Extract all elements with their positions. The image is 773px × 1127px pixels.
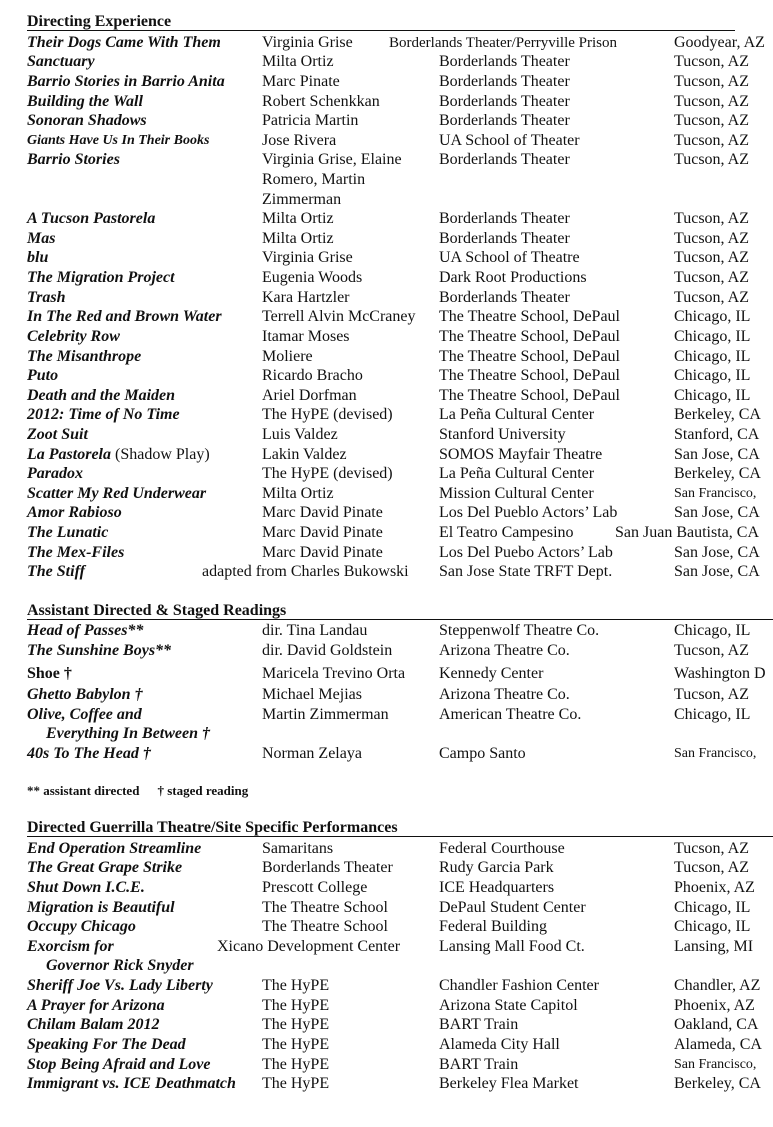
venue: Borderlands Theater [439, 289, 570, 306]
table-row [0, 641, 773, 661]
playwright: Marc Pinate [262, 73, 340, 90]
production-title: The Migration Project [27, 269, 175, 286]
playwright: Virginia Grise, Elaine [262, 151, 402, 168]
production-title: Exorcism for [27, 938, 114, 955]
title-suffix: (Shadow Play) [111, 446, 210, 463]
production-title: Mas [27, 230, 56, 247]
table-row [0, 543, 773, 563]
table-row [0, 503, 773, 523]
production-title: Sanctuary [27, 53, 95, 70]
organization: The Theatre School [262, 918, 388, 935]
location: Oakland, CA [674, 1016, 759, 1033]
production-title: Governor Rick Snyder [46, 957, 194, 974]
production-title: Sheriff Joe Vs. Lady Liberty [27, 977, 213, 994]
production-title: In The Red and Brown Water [27, 308, 222, 325]
venue: BART Train [439, 1056, 519, 1073]
location: Chicago, IL [674, 328, 751, 345]
production-title: The Misanthrope [27, 348, 142, 365]
location: Tucson, AZ [674, 859, 749, 876]
venue: Federal Courthouse [439, 840, 565, 857]
venue: The Theatre School, DePaul [439, 387, 620, 404]
production-title: A Prayer for Arizona [27, 997, 165, 1014]
location: San Francisco, [674, 486, 757, 501]
playwright: Milta Ortiz [262, 485, 334, 502]
table-row-continuation [0, 956, 773, 976]
table-row [0, 288, 773, 308]
venue: The Theatre School, DePaul [439, 328, 620, 345]
venue: Borderlands Theater [439, 230, 570, 247]
table-row [0, 744, 773, 764]
venue: Rudy Garcia Park [439, 859, 554, 876]
table-row [0, 405, 773, 425]
production-title: Everything In Between † [46, 725, 211, 742]
playwright: Marc David Pinate [262, 504, 383, 521]
playwright: Kara Hartzler [262, 289, 350, 306]
venue: SOMOS Mayfair Theatre [439, 446, 603, 463]
location: Goodyear, AZ [674, 34, 765, 51]
venue: Stanford University [439, 426, 566, 443]
production-title: Chilam Balam 2012 [27, 1016, 160, 1033]
venue: La Peña Cultural Center [439, 406, 595, 423]
location: Tucson, AZ [674, 289, 749, 306]
legend-staged: † staged reading [157, 783, 249, 798]
playwright: Jose Rivera [262, 132, 337, 149]
playwright: Virginia Grise [262, 249, 353, 266]
table-row [0, 150, 773, 170]
playwright: Ariel Dorfman [262, 387, 357, 404]
table-row [0, 425, 773, 445]
playwright: Ricardo Bracho [262, 367, 363, 384]
location: Berkeley, CA [674, 1075, 761, 1092]
playwright: Virginia Grise [262, 34, 353, 51]
table-row [0, 445, 773, 465]
director: dir. David Goldstein [262, 642, 393, 659]
location: Phoenix, AZ [674, 879, 755, 896]
production-title: Amor Rabioso [27, 504, 122, 521]
venue: La Peña Cultural Center [439, 465, 595, 482]
table-row [0, 937, 773, 957]
organization: Xicano Development Center [217, 938, 401, 955]
playwright: Eugenia Woods [262, 269, 363, 286]
playwright: Milta Ortiz [262, 210, 334, 227]
venue: Campo Santo [439, 745, 526, 762]
venue: The Theatre School, DePaul [439, 308, 620, 325]
location: Phoenix, AZ [674, 997, 755, 1014]
playwright: Milta Ortiz [262, 230, 334, 247]
table-row [0, 839, 773, 859]
table-row-continuation [0, 724, 773, 744]
playwright: Zimmerman [262, 191, 342, 208]
section-rule [27, 836, 773, 837]
playwright: Michael Mejias [262, 686, 362, 703]
table-row [0, 92, 773, 112]
table-row [0, 72, 773, 92]
venue: Borderlands Theater [439, 151, 570, 168]
location: Chicago, IL [674, 918, 751, 935]
table-row-continuation [0, 190, 773, 210]
playwright: Luis Valdez [262, 426, 338, 443]
table-row [0, 209, 773, 229]
table-row [0, 1074, 773, 1094]
location: San Francisco, [674, 746, 757, 761]
venue: The Theatre School, DePaul [439, 367, 620, 384]
production-title: Puto [27, 367, 59, 384]
playwright: Romero, Martin [262, 171, 366, 188]
production-title: Scatter My Red Underwear [27, 485, 207, 502]
location: Alameda, CA [674, 1036, 762, 1053]
venue: Kennedy Center [439, 665, 544, 682]
location: Washington D [674, 665, 766, 682]
organization: The HyPE [262, 1036, 330, 1053]
production-title: Zoot Suit [27, 426, 88, 443]
table-row [0, 386, 773, 406]
section-title: Assistant Directed & Staged Readings [27, 602, 287, 619]
production-title: Shoe † [27, 665, 72, 682]
playwright: Lakin Valdez [262, 446, 347, 463]
table-row [0, 366, 773, 386]
table-row [0, 562, 773, 582]
organization: Borderlands Theater [262, 859, 393, 876]
legend [27, 783, 248, 799]
venue: Borderlands Theater [439, 210, 570, 227]
location: Chicago, IL [674, 899, 751, 916]
location: Tucson, AZ [674, 73, 749, 90]
legend-assistant: ** assistant directed [27, 783, 140, 798]
table-row [0, 111, 773, 131]
venue: Los Del Pueblo Actors’ Lab [439, 504, 618, 521]
venue: Borderlands Theater [439, 112, 570, 129]
playwright: Marc David Pinate [262, 524, 383, 541]
venue: Arizona State Capitol [439, 997, 578, 1014]
table-row [0, 878, 773, 898]
location: San Francisco, [674, 1057, 757, 1072]
organization: The HyPE [262, 997, 330, 1014]
production-title: Barrio Stories [27, 151, 120, 168]
venue: Los Del Puebo Actors’ Lab [439, 544, 613, 561]
table-row [0, 917, 773, 937]
playwright: Robert Schenkkan [262, 93, 380, 110]
production-title: Giants Have Us In Their Books [27, 133, 210, 148]
production-title [27, 445, 210, 465]
playwright: Moliere [262, 348, 313, 365]
location: Tucson, AZ [674, 132, 749, 149]
venue: ICE Headquarters [439, 879, 555, 896]
production-title: The Sunshine Boys** [27, 642, 172, 659]
venue: Federal Building [439, 918, 547, 935]
location: Tucson, AZ [674, 230, 749, 247]
table-row [0, 229, 773, 249]
location: Chicago, IL [674, 387, 751, 404]
playwright: Martin Zimmerman [262, 706, 389, 723]
organization: Samaritans [262, 840, 334, 857]
production-title: End Operation Streamline [27, 840, 202, 857]
location: Tucson, AZ [674, 112, 749, 129]
venue: Borderlands Theater [439, 53, 570, 70]
table-row [0, 976, 773, 996]
table-row [0, 523, 773, 543]
production-title: Trash [27, 289, 66, 306]
section-rule [27, 30, 735, 31]
title-text: La Pastorela [27, 446, 111, 463]
venue: The Theatre School, DePaul [439, 348, 620, 365]
production-title: Stop Being Afraid and Love [27, 1056, 211, 1073]
venue: BART Train [439, 1016, 519, 1033]
location: Tucson, AZ [674, 151, 749, 168]
production-title: Immigrant vs. ICE Deathmatch [27, 1075, 236, 1092]
production-title: The Stiff [27, 563, 85, 580]
location: Tucson, AZ [674, 249, 749, 266]
table-row [0, 685, 773, 705]
venue: El Teatro Campesino [439, 524, 574, 541]
location: San Jose, CA [674, 446, 760, 463]
venue: Arizona Theatre Co. [439, 686, 570, 703]
production-title: Head of Passes** [27, 622, 144, 639]
venue: American Theatre Co. [439, 706, 582, 723]
production-title: Migration is Beautiful [27, 899, 175, 916]
venue: Steppenwolf Theatre Co. [439, 622, 600, 639]
playwright: Terrell Alvin McCraney [262, 308, 416, 325]
playwright: Milta Ortiz [262, 53, 334, 70]
playwright: The HyPE (devised) [262, 406, 393, 423]
venue: Berkeley Flea Market [439, 1075, 579, 1092]
organization: The HyPE [262, 977, 330, 994]
playwright: Maricela Trevino Orta [262, 665, 406, 682]
production-title: Shut Down I.C.E. [27, 879, 145, 896]
table-row-continuation [0, 170, 773, 190]
table-row [0, 996, 773, 1016]
location: Chicago, IL [674, 308, 751, 325]
location: Chicago, IL [674, 367, 751, 384]
table-row [0, 1015, 773, 1035]
table-row [0, 464, 773, 484]
venue: Chandler Fashion Center [439, 977, 599, 994]
location: Berkeley, CA [674, 465, 761, 482]
location: Tucson, AZ [674, 269, 749, 286]
playwright: adapted from Charles Bukowski [202, 563, 409, 580]
venue: Alameda City Hall [439, 1036, 560, 1053]
section-title: Directing Experience [27, 13, 172, 30]
section-title: Directed Guerrilla Theatre/Site Specific Performances [27, 819, 398, 836]
location: Berkeley, CA [674, 406, 761, 423]
organization: The HyPE [262, 1056, 330, 1073]
venue: Arizona Theatre Co. [439, 642, 570, 659]
location: Tucson, AZ [674, 642, 749, 659]
location: Chandler, AZ [674, 977, 761, 994]
venue: Borderlands Theater/Perryville Prison [389, 35, 618, 51]
production-title: Death and the Maiden [27, 387, 176, 404]
location: Tucson, AZ [674, 686, 749, 703]
table-row [0, 33, 773, 53]
production-title: The Great Grape Strike [27, 859, 183, 876]
table-row [0, 327, 773, 347]
production-title: Sonoran Shadows [27, 112, 147, 129]
playwright: Itamar Moses [262, 328, 350, 345]
organization: The HyPE [262, 1075, 330, 1092]
production-title: Speaking For The Dead [27, 1036, 186, 1053]
organization: Prescott College [262, 879, 368, 896]
production-title: Ghetto Babylon † [27, 686, 143, 703]
venue: Borderlands Theater [439, 93, 570, 110]
production-title: 2012: Time of No Time [27, 406, 180, 423]
table-row [0, 621, 773, 641]
location: Lansing, MI [674, 938, 754, 955]
venue: San Jose State TRFT Dept. [439, 563, 613, 580]
production-title: The Mex-Files [27, 544, 125, 561]
location: Stanford, CA [674, 426, 760, 443]
table-row [0, 52, 773, 72]
organization: The HyPE [262, 1016, 330, 1033]
table-row [0, 858, 773, 878]
production-title: Celebrity Row [27, 328, 120, 345]
location: Chicago, IL [674, 622, 751, 639]
organization: The Theatre School [262, 899, 388, 916]
venue: Dark Root Productions [439, 269, 587, 286]
playwright: Marc David Pinate [262, 544, 383, 561]
location: Tucson, AZ [674, 53, 749, 70]
location: Tucson, AZ [674, 93, 749, 110]
production-title: 40s To The Head † [27, 745, 151, 762]
table-row [0, 268, 773, 288]
venue: UA School of Theatre [439, 249, 580, 266]
location: San Jose, CA [674, 544, 760, 561]
production-title: The Lunatic [27, 524, 109, 541]
production-title: Barrio Stories in Barrio Anita [27, 73, 225, 90]
table-row [0, 705, 773, 725]
director: dir. Tina Landau [262, 622, 368, 639]
venue: Lansing Mall Food Ct. [439, 938, 585, 955]
table-row [0, 1055, 773, 1075]
table-row [0, 307, 773, 327]
table-row [0, 248, 773, 268]
production-title: Their Dogs Came With Them [27, 34, 221, 51]
venue: DePaul Student Center [439, 899, 586, 916]
location: San Juan Bautista, CA [615, 524, 759, 541]
venue: UA School of Theater [439, 132, 580, 149]
production-title: Olive, Coffee and [27, 706, 142, 723]
table-row [0, 347, 773, 367]
venue: Borderlands Theater [439, 73, 570, 90]
playwright: The HyPE (devised) [262, 465, 393, 482]
production-title: blu [27, 249, 49, 266]
location: Tucson, AZ [674, 210, 749, 227]
production-title: A Tucson Pastorela [27, 210, 156, 227]
table-row [0, 484, 773, 504]
location: San Jose, CA [674, 563, 760, 580]
location: Chicago, IL [674, 348, 751, 365]
location: Tucson, AZ [674, 840, 749, 857]
location: Chicago, IL [674, 706, 751, 723]
table-row [0, 898, 773, 918]
table-row [0, 131, 773, 151]
production-title: Paradox [27, 465, 83, 482]
table-row [0, 664, 773, 684]
production-title: Building the Wall [27, 93, 143, 110]
location: San Jose, CA [674, 504, 760, 521]
table-row [0, 1035, 773, 1055]
production-title: Occupy Chicago [27, 918, 136, 935]
section-rule [27, 619, 773, 620]
venue: Mission Cultural Center [439, 485, 594, 502]
playwright: Patricia Martin [262, 112, 359, 129]
playwright: Norman Zelaya [262, 745, 362, 762]
